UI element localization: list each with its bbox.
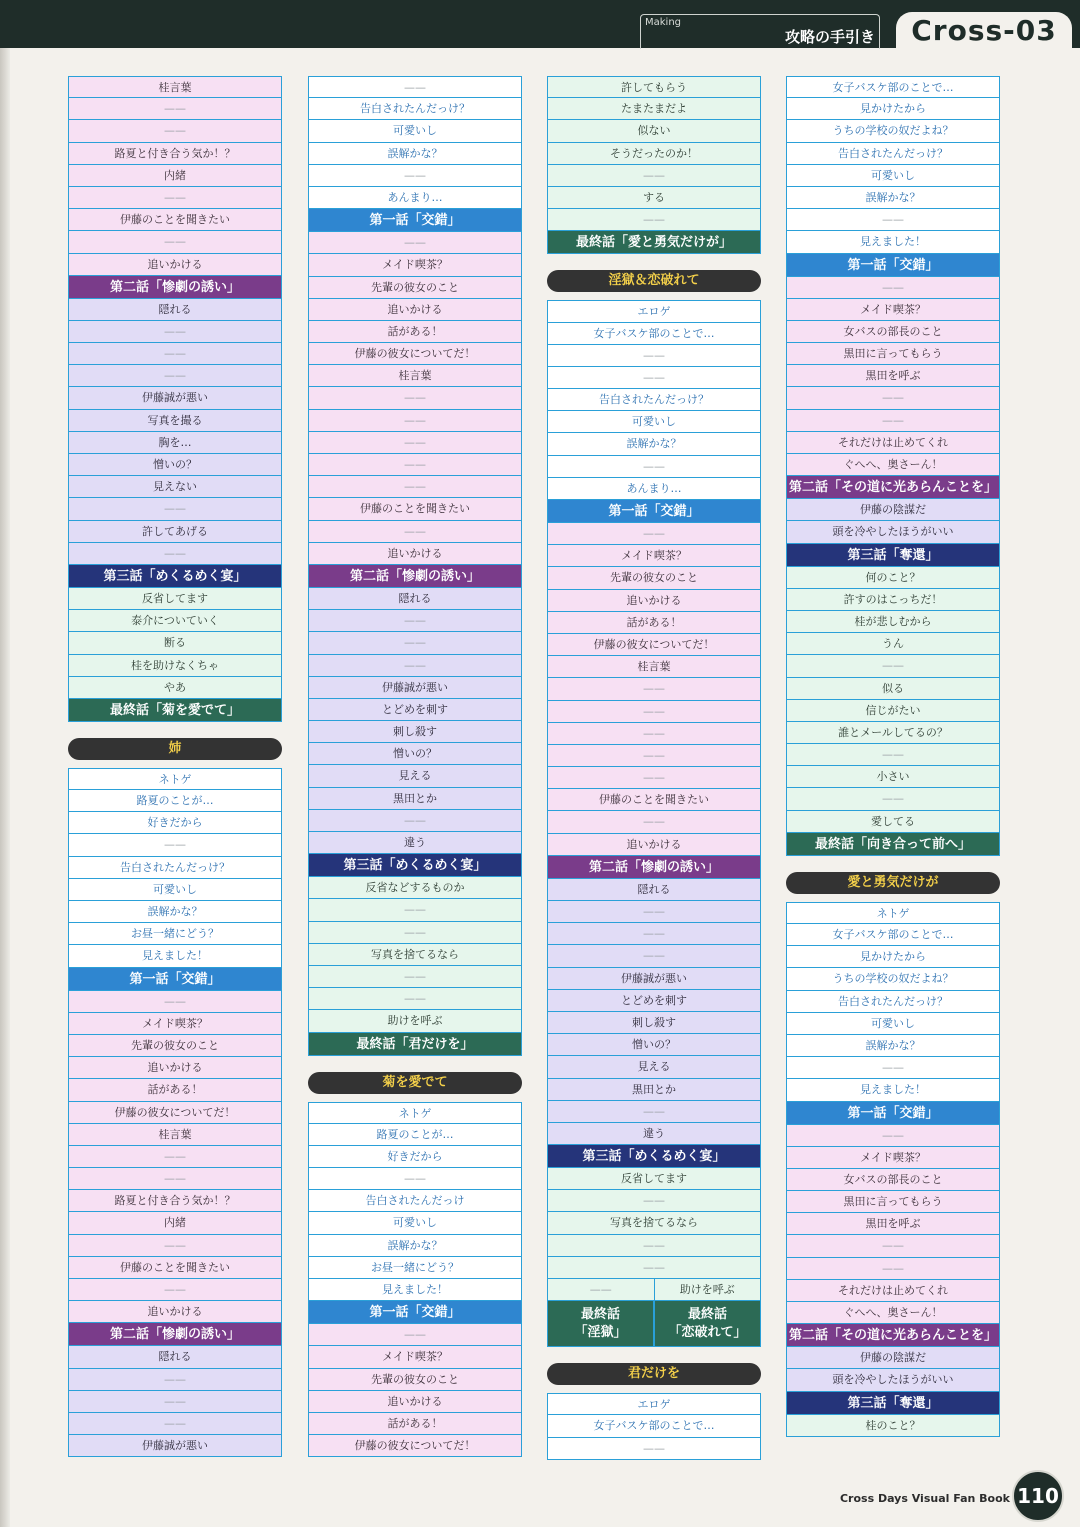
chapter-header: 第三話「奪還」	[786, 1392, 1000, 1415]
empty-choice-row: ——	[547, 1101, 761, 1123]
choice-row: 反省などするものか	[308, 877, 522, 899]
choice-row: 女バスの部長のこと	[786, 321, 1000, 343]
choice-row: 告白されたんだっけ？	[786, 143, 1000, 165]
choice-row: ネトゲ	[68, 768, 282, 790]
choice-row: とどめを刺す	[308, 699, 522, 721]
chapter-header: 第三話「めくるめく宴」	[308, 854, 522, 877]
empty-choice-row: ——	[68, 321, 282, 343]
empty-choice-row: ——	[308, 165, 522, 187]
choice-row: 女子バスケ部のことで…	[547, 323, 761, 345]
choice-row: 反省してます	[547, 1168, 761, 1190]
choice-row: 伊藤のことを聞きたい	[547, 789, 761, 811]
choice-row: 先輩の彼女のこと	[308, 277, 522, 299]
empty-choice-row: ——	[786, 1125, 1000, 1147]
empty-choice-row: ——	[547, 811, 761, 833]
empty-choice-row: ——	[308, 432, 522, 454]
choice-row: 頭を冷やしたほうがいい	[786, 521, 1000, 543]
choice-row: 追いかける	[547, 834, 761, 856]
choice-row: 刺し殺す	[547, 1012, 761, 1034]
choice-block	[547, 76, 761, 254]
choice-row: 好きだから	[308, 1146, 522, 1168]
empty-choice-row: ——	[68, 1146, 282, 1168]
flowchart-column-1	[68, 76, 282, 1457]
empty-choice-row: ——	[68, 120, 282, 142]
choice-row: する	[547, 187, 761, 209]
choice-row: 伊藤誠が悪い	[68, 1435, 282, 1457]
choice-row: うん	[786, 633, 1000, 655]
choice-block	[68, 768, 282, 1457]
choice-row: 追いかける	[68, 254, 282, 276]
choice-row: 頭を冷やしたほうがいい	[786, 1369, 1000, 1391]
choice-row: あんまり…	[308, 187, 522, 209]
choice-row: 告白されたんだっけ	[308, 1190, 522, 1212]
choice-row: 憎いの？	[68, 454, 282, 476]
choice-row: 何のこと？	[786, 567, 1000, 589]
empty-choice-row: ——	[547, 1257, 761, 1279]
empty-choice-row: ——	[68, 498, 282, 520]
choice-row: 黒田とか	[308, 788, 522, 810]
choice-row: 追いかける	[547, 590, 761, 612]
choice-row: 話がある！	[308, 321, 522, 343]
choice-row: 告白されたんだっけ？	[786, 991, 1000, 1013]
empty-choice-row: ——	[786, 655, 1000, 677]
chapter-header: 第三話「めくるめく宴」	[68, 565, 282, 588]
empty-choice-row: ——	[547, 678, 761, 700]
chapter-header: 第一話「交錯」	[68, 968, 282, 991]
choice-row: 見えました！	[786, 1079, 1000, 1101]
choice-row: 先輩の彼女のこと	[68, 1035, 282, 1057]
choice-row: 告白されたんだっけ？	[68, 857, 282, 879]
choice-row: 見えました！	[308, 1279, 522, 1301]
choice-row: 見かけたから	[786, 946, 1000, 968]
choice-row: 愛してる	[786, 811, 1000, 833]
choice-row: 可愛いし	[68, 879, 282, 901]
choice-row: ぐへへ、奥さーん！	[786, 454, 1000, 476]
chapter-header: 第一話「交錯」	[786, 1102, 1000, 1125]
choice-row: 伊藤の陰謀だ	[786, 499, 1000, 521]
choice-row: メイド喫茶？	[308, 1346, 522, 1368]
choice-row: 桂言葉	[68, 1124, 282, 1146]
choice-row: それだけは止めてくれ	[786, 1280, 1000, 1302]
choice-row: 伊藤のことを聞きたい	[68, 1257, 282, 1279]
chapter-header: 第一話「交錯」	[308, 209, 522, 232]
choice-row: 追いかける	[308, 543, 522, 565]
empty-choice-row: ——	[547, 1190, 761, 1212]
choice-row: 追いかける	[68, 1301, 282, 1323]
empty-choice-row: ——	[786, 387, 1000, 409]
empty-choice-row: ——	[68, 1168, 282, 1190]
empty-choice-row: ——	[68, 1279, 282, 1301]
choice-row: 黒田を呼ぶ	[786, 365, 1000, 387]
choice-row: 伊藤の彼女についてだ！	[68, 1102, 282, 1124]
choice-row: ネトゲ	[786, 902, 1000, 924]
chapter-header: 第二話「惨劇の誘い」	[68, 1323, 282, 1346]
page-number: 110	[1012, 1470, 1064, 1522]
choice-row: 話がある！	[547, 612, 761, 634]
choice-row: 話がある！	[308, 1413, 522, 1435]
choice-row: 黒田に言ってもらう	[786, 343, 1000, 365]
choice-row: 似ない	[547, 120, 761, 142]
flowchart-column-3	[547, 76, 761, 1460]
empty-choice-row: ——	[786, 1235, 1000, 1257]
choice-row: 助けを呼ぶ	[308, 1010, 522, 1032]
cross-tab	[896, 12, 1072, 48]
choice-block	[786, 76, 1000, 856]
choice-row: 女子バスケ部のことで…	[786, 924, 1000, 946]
empty-choice-row: ——	[308, 232, 522, 254]
empty-choice-row: ——	[547, 901, 761, 923]
choice-row: 見えました！	[68, 945, 282, 967]
choice-row: 桂を助けなくちゃ	[68, 655, 282, 677]
choice-row: 写真を撮る	[68, 410, 282, 432]
empty-choice-row: ——	[547, 701, 761, 723]
choice-row: 刺し殺す	[308, 721, 522, 743]
choice-row: 写真を捨てるなら	[547, 1212, 761, 1234]
route-title-pill: 愛と勇気だけが	[786, 872, 1000, 894]
choice-row: 路夏のことが…	[68, 790, 282, 812]
choice-row: 可愛いし	[308, 1212, 522, 1234]
empty-choice-row: ——	[308, 655, 522, 677]
empty-choice-row: ——	[68, 98, 282, 120]
choice-row: 小さい	[786, 766, 1000, 788]
choice-row: 好きだから	[68, 812, 282, 834]
chapter-header: 最終話「愛と勇気だけが」	[547, 231, 761, 254]
empty-choice-row: ——	[547, 1438, 761, 1460]
choice-block	[786, 902, 1000, 1437]
empty-choice-row: ——	[547, 456, 761, 478]
choice-row: 告白されたんだっけ？	[308, 98, 522, 120]
choice-row: 見えない	[68, 476, 282, 498]
chapter-header: 第一話「交錯」	[786, 254, 1000, 277]
empty-choice-row: ——	[308, 966, 522, 988]
choice-row: 可愛いし	[786, 1013, 1000, 1035]
chapter-header: 最終話「菊を愛でて」	[68, 699, 282, 722]
choice-row: メイド喫茶？	[786, 299, 1000, 321]
empty-choice-row: ——	[68, 231, 282, 253]
choice-cell: 助けを呼ぶ	[654, 1279, 761, 1300]
empty-choice-row: ——	[68, 991, 282, 1013]
choice-row: 伊藤誠が悪い	[68, 387, 282, 409]
empty-choice-row: ——	[786, 788, 1000, 810]
choice-row: 伊藤の彼女についてだ！	[547, 634, 761, 656]
choice-row: そうだったのか！	[547, 143, 761, 165]
empty-choice-row: ——	[308, 610, 522, 632]
choice-row: ネトゲ	[308, 1102, 522, 1124]
book-title: Cross Days Visual Fan Book	[839, 1492, 1010, 1505]
choice-row: メイド喫茶？	[308, 254, 522, 276]
empty-choice-row: ——	[68, 187, 282, 209]
chapter-header: 第一話「交錯」	[547, 500, 761, 523]
choice-row: 伊藤誠が悪い	[308, 677, 522, 699]
choice-row: 伊藤誠が悪い	[547, 968, 761, 990]
choice-row: 許してあげる	[68, 521, 282, 543]
choice-row: 許すのはこっちだ！	[786, 589, 1000, 611]
choice-block	[68, 76, 282, 722]
route-title-pill: 姉	[68, 738, 282, 760]
choice-row: 追いかける	[308, 299, 522, 321]
choice-row: たまたまだよ	[547, 98, 761, 120]
choice-row: 見かけたから	[786, 98, 1000, 120]
empty-choice-row: ——	[308, 1168, 522, 1190]
empty-choice-row: ——	[786, 277, 1000, 299]
empty-choice-row: ——	[786, 1258, 1000, 1280]
choice-row: 桂言葉	[547, 656, 761, 678]
choice-row: 違う	[308, 832, 522, 854]
choice-row: 桂のこと？	[786, 1415, 1000, 1437]
choice-row: 内緒	[68, 165, 282, 187]
chapter-header: 最終話「君だけを」	[308, 1033, 522, 1056]
guide-label: 攻略の手引き	[784, 28, 875, 46]
empty-choice-row: ——	[68, 365, 282, 387]
empty-choice-row: ——	[547, 367, 761, 389]
empty-choice-row: ——	[68, 1369, 282, 1391]
choice-row: 可愛いし	[308, 120, 522, 142]
choice-row: 写真を捨てるなら	[308, 944, 522, 966]
choice-row: 違う	[547, 1123, 761, 1145]
choice-row: うちの学校の奴だよね？	[786, 968, 1000, 990]
flowchart-column-2	[308, 76, 522, 1457]
chapter-header: 第二話「その道に光あらんことを」	[786, 476, 1000, 499]
choice-row: それだけは止めてくれ	[786, 432, 1000, 454]
route-title-pill: 君だけを	[547, 1363, 761, 1385]
chapter-header: 最終話「向き合って前へ」	[786, 833, 1000, 856]
choice-row: 路夏と付き合う気か！？	[68, 1190, 282, 1212]
choice-row: 黒田を呼ぶ	[786, 1213, 1000, 1235]
empty-choice-row: ——	[786, 209, 1000, 231]
choice-row: お昼一緒にどう？	[68, 923, 282, 945]
empty-choice-row: ——	[308, 410, 522, 432]
empty-choice-row: ——	[547, 745, 761, 767]
choice-row: 憎いの？	[547, 1034, 761, 1056]
choice-row: 断る	[68, 632, 282, 654]
choice-row: 胸を…	[68, 432, 282, 454]
chapter-header: 第二話「その道に光あらんことを」	[786, 1324, 1000, 1347]
ending-split-header	[547, 1301, 761, 1347]
empty-choice-row: ——	[68, 1235, 282, 1257]
empty-choice-row: ——	[547, 723, 761, 745]
empty-choice-row: ——	[786, 744, 1000, 766]
choice-row: やあ	[68, 677, 282, 699]
making-label: Making	[645, 17, 682, 28]
choice-row: 可愛いし	[786, 165, 1000, 187]
choice-block	[547, 300, 761, 1347]
choice-row: 隠れる	[68, 1346, 282, 1368]
empty-choice-row: ——	[68, 343, 282, 365]
choice-row: お昼一緒にどう？	[308, 1257, 522, 1279]
choice-row: 誤解かな？	[68, 901, 282, 923]
empty-choice-row: ——	[547, 923, 761, 945]
empty-choice-row: ——	[308, 899, 522, 921]
choice-row: 見える	[308, 765, 522, 787]
choice-row: 隠れる	[547, 879, 761, 901]
choice-row: 隠れる	[308, 588, 522, 610]
choice-row: 女子バスケ部のことで…	[786, 76, 1000, 98]
empty-choice-row: ——	[547, 767, 761, 789]
choice-block	[308, 76, 522, 1056]
empty-choice-row: ——	[68, 543, 282, 565]
choice-row: 黒田とか	[547, 1079, 761, 1101]
route-title-pill: 淫獄＆恋破れて	[547, 270, 761, 292]
chapter-header: 第三話「奪還」	[786, 544, 1000, 567]
choice-row: 桂言葉	[68, 76, 282, 98]
choice-row: 女子バスケ部のことで…	[547, 1415, 761, 1437]
chapter-header: 第二話「惨劇の誘い」	[68, 276, 282, 299]
empty-choice-row: ——	[308, 476, 522, 498]
empty-choice-row: ——	[68, 1413, 282, 1435]
choice-row: 先輩の彼女のこと	[547, 567, 761, 589]
chapter-header: 第一話「交錯」	[308, 1301, 522, 1324]
choice-row: 先輩の彼女のこと	[308, 1369, 522, 1391]
choice-block	[547, 1393, 761, 1460]
choice-row: 誤解かな？	[308, 1235, 522, 1257]
choice-block	[308, 1102, 522, 1458]
empty-choice-row: ——	[547, 523, 761, 545]
empty-choice-row: ——	[308, 922, 522, 944]
choice-row: 誤解かな？	[308, 143, 522, 165]
ending-header: 最終話 「淫獄」	[547, 1301, 654, 1347]
choice-row: 反省してます	[68, 588, 282, 610]
choice-cell: ——	[589, 1283, 612, 1296]
empty-choice-row: ——	[547, 209, 761, 231]
choice-row: 話がある！	[68, 1079, 282, 1101]
choice-row: 黒田に言ってもらう	[786, 1191, 1000, 1213]
choice-row: 誤解かな？	[786, 1035, 1000, 1057]
choice-row: 見える	[547, 1056, 761, 1078]
choice-row: 憎いの？	[308, 743, 522, 765]
choice-row: 伊藤の陰謀だ	[786, 1347, 1000, 1369]
chapter-header: 第三話「めくるめく宴」	[547, 1145, 761, 1168]
choice-row: メイド喫茶？	[786, 1147, 1000, 1169]
choice-row: 伊藤のことを聞きたい	[308, 498, 522, 520]
choice-row: あんまり…	[547, 478, 761, 500]
empty-choice-row: ——	[308, 454, 522, 476]
choice-row: 誰とメールしてるの？	[786, 722, 1000, 744]
choice-row: 泰介についていく	[68, 610, 282, 632]
empty-choice-row: ——	[308, 810, 522, 832]
choice-row: 内緒	[68, 1212, 282, 1234]
choice-row: 伊藤の彼女についてだ！	[308, 343, 522, 365]
page-binding-edge	[0, 48, 10, 1527]
choice-row: 許してもらう	[547, 76, 761, 98]
choice-row: とどめを刺す	[547, 990, 761, 1012]
flowchart-column-4	[786, 76, 1000, 1437]
choice-row: 信じがたい	[786, 700, 1000, 722]
choice-row: 隠れる	[68, 299, 282, 321]
choice-row: 路夏と付き合う気か！？	[68, 143, 282, 165]
choice-row: メイド喫茶？	[68, 1013, 282, 1035]
empty-choice-row: ——	[786, 410, 1000, 432]
empty-choice-row: ——	[547, 945, 761, 967]
choice-row: 誤解かな？	[547, 433, 761, 455]
choice-row: 伊藤のことを聞きたい	[68, 209, 282, 231]
choice-row: 似る	[786, 678, 1000, 700]
empty-choice-row: ——	[308, 521, 522, 543]
choice-row: 桂が悲しむから	[786, 611, 1000, 633]
chapter-header: 第二話「惨劇の誘い」	[308, 565, 522, 588]
empty-choice-row: ——	[547, 345, 761, 367]
making-tab	[640, 14, 880, 49]
choice-row: メイド喫茶？	[547, 545, 761, 567]
route-title-pill: 菊を愛でて	[308, 1072, 522, 1094]
choice-row: エロゲ	[547, 300, 761, 322]
empty-choice-row: ——	[308, 387, 522, 409]
ending-header: 最終話 「恋破れて」	[654, 1301, 761, 1347]
choice-row: 見えました！	[786, 231, 1000, 253]
choice-row: 追いかける	[308, 1391, 522, 1413]
empty-choice-row: ——	[308, 1324, 522, 1346]
empty-choice-row: ——	[68, 834, 282, 856]
empty-choice-row: ——	[308, 76, 522, 98]
empty-choice-row: ——	[308, 632, 522, 654]
split-choice-row	[547, 1279, 761, 1301]
choice-row: 告白されたんだっけ？	[547, 389, 761, 411]
empty-choice-row: ——	[786, 1057, 1000, 1079]
choice-row: 女バスの部長のこと	[786, 1169, 1000, 1191]
choice-row: 路夏のことが…	[308, 1124, 522, 1146]
choice-row: ぐへへ、奥さーん！	[786, 1302, 1000, 1324]
chapter-header: 第二話「惨劇の誘い」	[547, 856, 761, 879]
empty-choice-row: ——	[547, 165, 761, 187]
choice-row: 伊藤の彼女についてだ！	[308, 1435, 522, 1457]
choice-row: 誤解かな？	[786, 187, 1000, 209]
choice-row: 追いかける	[68, 1057, 282, 1079]
choice-row: うちの学校の奴だよね？	[786, 120, 1000, 142]
empty-choice-row: ——	[308, 988, 522, 1010]
page-title: Cross-03	[911, 14, 1057, 47]
choice-row: エロゲ	[547, 1393, 761, 1415]
empty-choice-row: ——	[547, 1235, 761, 1257]
choice-row: 可愛いし	[547, 411, 761, 433]
empty-choice-row: ——	[68, 1391, 282, 1413]
choice-row: 桂言葉	[308, 365, 522, 387]
